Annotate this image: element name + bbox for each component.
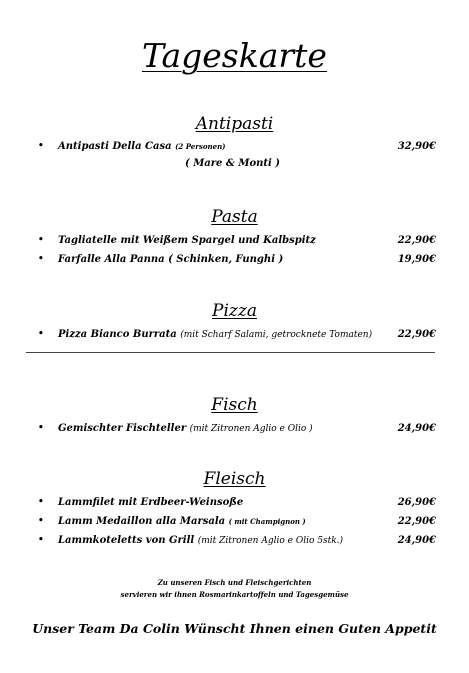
menu-title: Tageskarte [142, 36, 327, 75]
menu-item-note: (2 Personen) [175, 142, 226, 151]
menu-item-price: 19,90€ [397, 254, 436, 265]
bullet-icon: • [38, 235, 44, 245]
menu-item-label [58, 141, 225, 152]
section-title-antipasti: Antipasti [195, 114, 274, 134]
section-title-fleisch: Fleisch [203, 469, 266, 489]
footnote-line-2: servieren wir ihnen Rosmarinkartoffeln und Tagesgemüse [120, 590, 349, 599]
menu-item-name: Lammfilet mit Erdbeer-Weinsoße [58, 497, 244, 508]
menu-item-note: (mit Zitronen Aglio e Olio ) [189, 424, 313, 434]
menu-item-fischteller [38, 423, 436, 439]
menu-item-label [58, 423, 313, 434]
menu-item-pizza-bianco-burrata [38, 329, 436, 345]
section-title-fisch: Fisch [211, 395, 258, 415]
menu-item-name: Tagliatelle mit Weißem Spargel und Kalbspitz [58, 235, 316, 246]
menu-item-price: 24,90€ [397, 423, 436, 434]
menu-item-note: ( mit Champignon ) [228, 517, 306, 526]
menu-item-name: Farfalle Alla Panna ( Schinken, Funghi ) [58, 254, 284, 265]
menu-item-note: (mit Scharf Salami, getrocknete Tomaten) [180, 330, 373, 340]
menu-item-lammkoteletts [38, 535, 436, 551]
bullet-icon: • [38, 535, 44, 545]
menu-item-note: (mit Zitronen Aglio e Olio 5stk.) [197, 536, 344, 546]
bullet-icon: • [38, 254, 44, 264]
menu-item-name: Pizza Bianco Burrata [58, 329, 177, 340]
bullet-icon: • [38, 423, 44, 433]
closing-message: Unser Team Da Colin Wünscht Ihnen einen Guten Appetit [32, 621, 437, 636]
menu-item-label [58, 516, 306, 527]
menu-item-label [58, 329, 372, 340]
menu-item-price: 22,90€ [397, 235, 436, 246]
menu-item-lammfilet [38, 497, 436, 513]
section-title-pizza: Pizza [212, 301, 257, 321]
menu-item-name: Lammkoteletts von Grill [58, 535, 195, 546]
menu-item-price: 26,90€ [397, 497, 436, 508]
menu-item-lamm-medaillon [38, 516, 436, 532]
menu-item-name: Lamm Medaillon alla Marsala [58, 516, 226, 527]
bullet-icon: • [38, 497, 44, 507]
menu-item-farfalle [38, 254, 436, 270]
section-divider [26, 352, 435, 353]
menu-item-label [58, 535, 343, 546]
bullet-icon: • [38, 329, 44, 339]
section-title-pasta: Pasta [211, 207, 258, 227]
bullet-icon: • [38, 141, 44, 151]
menu-item-name: Gemischter Fischteller [58, 423, 187, 434]
menu-item-price: 24,90€ [397, 535, 436, 546]
menu-item-price: 22,90€ [397, 329, 436, 340]
menu-item-price: 32,90€ [397, 141, 436, 152]
footnote-line-1: Zu unseren Fisch und Fleischgerichten [157, 578, 312, 587]
bullet-icon: • [38, 516, 44, 526]
menu-item-price: 22,90€ [397, 516, 436, 527]
menu-item-antipasti-della-casa [38, 141, 436, 157]
menu-item-tagliatelle [38, 235, 436, 251]
antipasti-subline: ( Mare & Monti ) [185, 158, 281, 169]
menu-item-name: Antipasti Della Casa [58, 141, 172, 152]
